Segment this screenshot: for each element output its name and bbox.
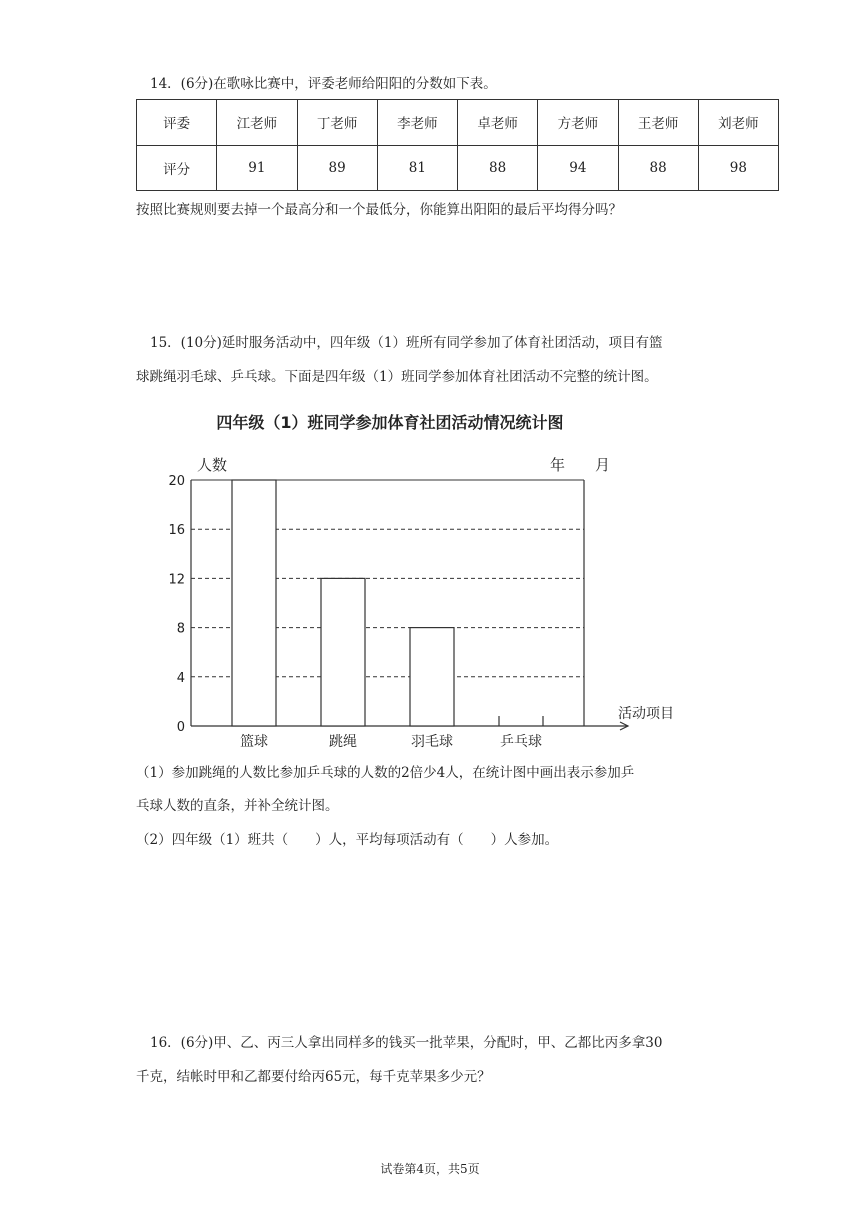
table-cell: 81: [377, 145, 457, 191]
bar-1: [232, 480, 276, 726]
x-tick-label: 乒乓球: [500, 734, 542, 750]
table-cell: 94: [538, 145, 618, 191]
x-tick-label: 篮球: [240, 734, 268, 750]
bar-2: [321, 578, 365, 726]
x-tick-label: 羽毛球: [411, 734, 453, 750]
q15-sub1-line2: 乓球人数的直条，并补全统计图。: [136, 798, 339, 814]
bar-chart: [150, 445, 674, 760]
q15-sub1-line1: （1）参加跳绳的人数比参加乒乓球的人数的2倍少4人，在统计图中画出表示参加乒: [136, 765, 635, 781]
chart-title: 四年级（1）班同学参加体育社团活动情况统计图: [216, 413, 564, 432]
table-cell: 89: [297, 145, 377, 191]
table-cell: 方老师: [538, 100, 618, 146]
table-cell: 88: [458, 145, 538, 191]
table-cell: 98: [698, 145, 778, 191]
q16-line2: 千克，结帐时甲和乙都要付给丙65元，每千克苹果多少元？: [136, 1069, 491, 1085]
q14-question: 按照比赛规则要去掉一个最高分和一个最低分，你能算出阳阳的最后平均得分吗？: [136, 202, 622, 218]
y-tick-label: 12: [168, 572, 185, 588]
page-footer: 试卷第4页，共5页: [380, 1162, 480, 1176]
x-tick-label: 跳绳: [329, 734, 357, 750]
date-label: 年 月: [550, 456, 611, 474]
q15-line2: 球跳绳羽毛球、乒乓球。下面是四年级（1）班同学参加体育社团活动不完整的统计图。: [136, 369, 658, 385]
y-tick-label: 20: [168, 474, 185, 489]
y-tick-label: 0: [176, 720, 185, 735]
bar-3: [410, 628, 454, 726]
table-cell: 丁老师: [297, 100, 377, 146]
table-cell: 刘老师: [698, 100, 778, 146]
table-cell: 评委: [137, 100, 217, 146]
table-cell: 江老师: [217, 100, 297, 146]
table-cell: 王老师: [618, 100, 698, 146]
table-cell: 卓老师: [458, 100, 538, 146]
q15-line1: 15．(10分)延时服务活动中，四年级（1）班所有同学参加了体育社团活动，项目有篮: [150, 335, 663, 351]
y-tick-label: 4: [176, 670, 185, 686]
y-tick-label: 8: [176, 621, 185, 637]
q14-intro: 14．(6分)在歌咏比赛中，评委老师给阳阳的分数如下表。: [150, 76, 497, 92]
q16-line1: 16．(6分)甲、乙、丙三人拿出同样多的钱买一批苹果，分配时，甲、乙都比丙多拿30: [150, 1035, 663, 1051]
table-row: [137, 100, 779, 146]
table-cell: 评分: [137, 145, 217, 191]
x-axis-label: 活动项目: [618, 706, 674, 722]
score-table: [136, 99, 779, 191]
table-cell: 91: [217, 145, 297, 191]
y-tick-label: 16: [168, 523, 185, 539]
y-axis-label: 人数: [197, 456, 228, 474]
table-cell: 88: [618, 145, 698, 191]
table-row: [137, 145, 779, 191]
table-cell: 李老师: [377, 100, 457, 146]
q15-sub2: （2）四年级（1）班共（ ）人，平均每项活动有（ ）人参加。: [136, 832, 559, 848]
